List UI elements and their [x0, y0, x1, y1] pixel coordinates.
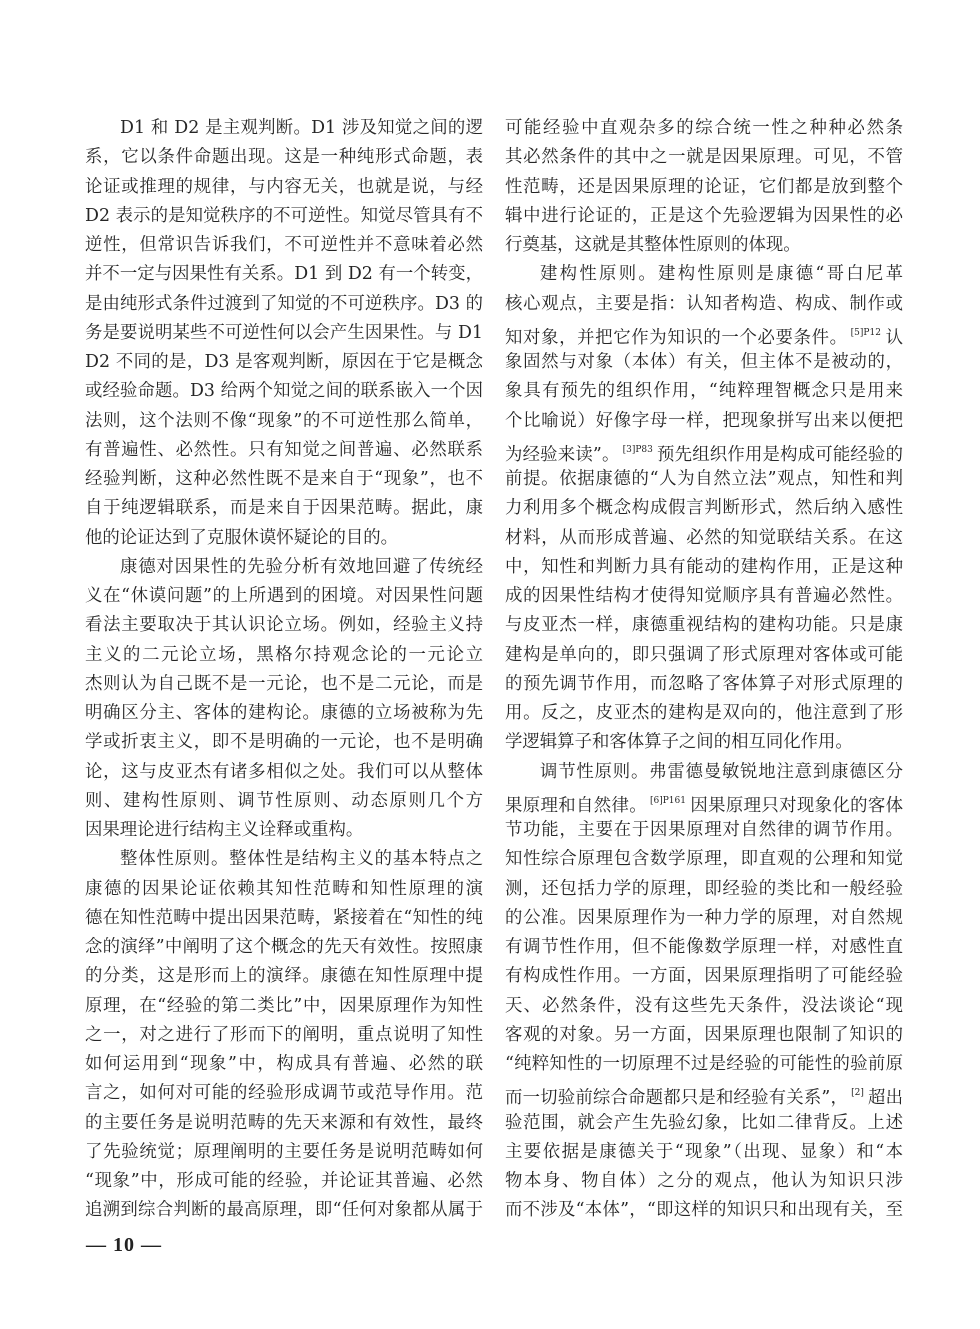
line-text: 学逻辑算子和客体算子之间的相互同化作用。: [505, 732, 853, 753]
text-line: [505, 699, 903, 728]
line-text: 辑中进行论证的，正是这个先验逻辑为因果性的必: [505, 205, 903, 226]
text-line: [505, 1109, 903, 1138]
line-text: 象具有预先的组织作用，“纯粹理智概念只是用来: [505, 381, 903, 402]
line-text: 知性综合原理包含数学原理，即直观的公理和知觉: [505, 849, 903, 870]
text-line: [505, 348, 903, 377]
line-text: 法则，这个法则不像“现象”的不可逆性那么简单，: [85, 410, 483, 431]
line-text: 前提。依据康德的“人为自然立法”观点，知性和判: [505, 469, 903, 489]
line-text: 康德的因果论证依赖其知性范畴和知性原理的演: [85, 878, 483, 899]
line-text: 物本身、物自体）之分的观点，他认为知识只涉: [505, 1171, 903, 1191]
text-line: [505, 202, 903, 231]
citation-reference: [3]P83: [622, 444, 653, 455]
citation-reference: [5]P12: [850, 327, 881, 338]
text-line: [85, 728, 483, 757]
text-line: [505, 1138, 903, 1167]
text-line: [85, 641, 483, 670]
line-text: 并不一定与因果性有关系。D1 到 D2 有一个转变，: [85, 264, 483, 285]
line-text: 则、建构性原则、调节性原则、动态原则几个方: [85, 790, 483, 811]
citation-reference: [2]: [851, 1088, 864, 1099]
text-line: [85, 1196, 483, 1225]
text-line: [85, 231, 483, 260]
line-text: 为经验来读”。: [505, 444, 620, 465]
text-line: [505, 1079, 903, 1108]
text-line: [505, 260, 903, 289]
line-text: 行奠基，这就是其整体性原则的体现。: [505, 235, 801, 255]
text-line: [85, 494, 483, 523]
line-text: 材料，从而形成普遍、必然的知觉联结关系。在这: [505, 527, 903, 548]
line-text: 超出: [867, 1088, 903, 1109]
line-text: 预先组织作用是构成可能经验的: [656, 444, 903, 465]
text-line: [505, 933, 903, 962]
line-text: 务是要说明某些不可逆性何以会产生因果性。与 D1: [85, 322, 483, 343]
text-line: [505, 143, 903, 172]
page-number: — 10 —: [86, 1234, 162, 1256]
text-line: [85, 875, 483, 904]
text-line: [505, 319, 903, 348]
line-text: 建构性原则。建构性原则是康德“哥白尼革: [540, 264, 903, 285]
text-line: [85, 962, 483, 991]
text-line: [85, 377, 483, 406]
line-text: 核心观点，主要是指：认知者构造、构成、制作或: [505, 293, 903, 314]
line-text: “纯粹知性的一切原理不过是经验的可能性的验前原: [505, 1054, 903, 1074]
line-text: 天、必然条件，没有这些先天条件，没法谈论“现: [505, 995, 903, 1016]
text-line: [505, 173, 903, 202]
line-text: 康德对因果性的先验分析有效地回避了传统经: [120, 556, 483, 577]
text-line: [505, 465, 903, 494]
line-text: 因果理论进行结构主义诠释或重构。: [85, 820, 364, 840]
line-text: D2 表示的是知觉秩序的不可逆性。知觉尽管具有不: [85, 205, 483, 226]
line-text: 整体性原则。整体性是结构主义的基本特点之: [120, 849, 483, 870]
text-line: [85, 348, 483, 377]
text-line: [505, 1021, 903, 1050]
text-line: [505, 816, 903, 845]
text-line: [85, 582, 483, 611]
line-text: 调节性原则。弗雷德曼敏锐地注意到康德区分: [540, 761, 903, 782]
line-text: 测，还包括力学的原理，即经验的类比和一般经验: [505, 878, 903, 899]
text-line: [505, 904, 903, 933]
line-text: 个比喻说）好像字母一样，把现象拼写出来以便把: [505, 410, 903, 431]
text-line: [505, 582, 903, 611]
text-line: [85, 845, 483, 874]
text-line: [505, 114, 903, 143]
line-text: 了先验统觉；原理阐明的主要任务是说明范畴如何: [85, 1141, 483, 1162]
line-text: 言之，如何对可能的经验形成调节或范导作用。范: [85, 1083, 483, 1104]
text-line: [505, 611, 903, 640]
line-text: “现象”中，形成可能的经验，并论证其普遍、必然: [85, 1171, 483, 1191]
line-text: 的主要任务是说明范畴的先天来源和有效性，最终: [85, 1112, 483, 1133]
line-text: 知对象，并把它作为知识的一个必要条件。: [505, 327, 848, 348]
text-line: [85, 260, 483, 289]
line-text: 论证或推理的规律，与内容无关，也就是说，与经: [85, 176, 483, 197]
line-text: 建构是单向的，即只强调了形式原理对客体或可能: [505, 644, 903, 665]
line-text: 成的因果性结构才使得知觉顺序具有普遍必然性。: [505, 586, 903, 606]
line-text: 主要依据是康德关于“现象”（出现、显象）和“本: [505, 1141, 903, 1162]
text-line: [85, 670, 483, 699]
line-text: 中，知性和判断力具有能动的建构作用，正是这种: [505, 556, 903, 577]
text-line: [505, 231, 903, 260]
line-text: 有普遍性、必然性。只有知觉之间普遍、必然联系: [85, 439, 483, 460]
text-line: [505, 992, 903, 1021]
line-text: 力利用多个概念构成假言判断形式，然后纳入感性: [505, 498, 903, 519]
text-line: [85, 816, 483, 845]
text-line: [505, 377, 903, 406]
text-line: [85, 1021, 483, 1050]
line-text: 或经验命题。D3 给两个知觉之间的联系嵌入一个因: [85, 381, 483, 402]
text-line: [85, 465, 483, 494]
text-line: [85, 407, 483, 436]
right-column: [505, 114, 903, 1226]
line-text: 而一切验前综合命题都只是和经验有关系”，: [505, 1088, 849, 1109]
text-line: [505, 290, 903, 319]
text-line: [85, 904, 483, 933]
text-line: [85, 611, 483, 640]
text-line: [85, 787, 483, 816]
text-line: [505, 436, 903, 465]
text-line: [505, 787, 903, 816]
text-line: [85, 758, 483, 787]
text-line: [85, 436, 483, 465]
text-line: [85, 553, 483, 582]
text-line: [85, 202, 483, 231]
text-line: [505, 1050, 903, 1079]
line-text: 其必然条件的其中之一就是因果原理。可见，不管: [505, 147, 903, 168]
text-line: [505, 875, 903, 904]
text-line: [85, 173, 483, 202]
text-line: [505, 407, 903, 436]
line-text: 念的演绎”中阐明了这个概念的先天有效性。按照康: [85, 937, 483, 957]
line-text: 而不涉及“本体”，“即这样的知识只和出现有关，至: [505, 1200, 903, 1221]
line-text: D1 和 D2 是主观判断。D1 涉及知觉之间的逻: [120, 118, 483, 138]
line-text: 论，这与皮亚杰有诸多相似之处。我们可以从整体: [85, 761, 483, 782]
line-text: 有构成性作用。一方面，因果原理指明了可能经验: [505, 966, 903, 987]
text-line: [505, 641, 903, 670]
line-text: 系，它以条件命题出现。这是一种纯形式命题，表: [85, 147, 483, 168]
line-text: 的分类，这是形而上的演绎。康德在知性原理中提: [85, 966, 483, 987]
line-text: 德在知性范畴中提出因果范畴，紧接着在“知性的纯: [85, 907, 483, 928]
text-line: [505, 1167, 903, 1196]
text-line: [505, 494, 903, 523]
text-line: [505, 670, 903, 699]
line-text: 因果原理只对现象化的客体: [689, 795, 903, 816]
text-line: [85, 699, 483, 728]
line-text: 如何运用到“现象”中，构成具有普遍、必然的联: [85, 1054, 483, 1074]
text-line: [85, 1138, 483, 1167]
line-text: 杰则认为自己既不是一元论，也不是二元论，而是: [85, 673, 483, 694]
line-text: 的预先调节作用，而忽略了客体算子对形式原理的: [505, 673, 903, 694]
left-column: [85, 114, 483, 1226]
line-text: 性范畴，还是因果原理的论证，它们都是放到整个: [505, 176, 903, 197]
line-text: 经验判断，这种必然性既不是来自于“现象”，也不: [85, 469, 483, 489]
text-line: [85, 1109, 483, 1138]
line-text: 原理，在“经验的第二类比”中，因果原理作为知性: [85, 995, 483, 1016]
line-text: 可能经验中直观杂多的综合统一性之种种必然条: [505, 118, 903, 138]
text-line: [85, 1050, 483, 1079]
line-text: 明确区分主、客体的建构论。康德的立场被称为先: [85, 703, 483, 723]
text-line: [85, 524, 483, 553]
text-line: [85, 290, 483, 319]
line-text: 义在“休谟问题”的上所遇到的困境。对因果性问题: [85, 586, 483, 606]
line-text: 有调节性作用，但不能像数学原理一样，对感性直: [505, 937, 903, 957]
text-line: [85, 992, 483, 1021]
text-line: [505, 553, 903, 582]
text-line: [505, 728, 903, 757]
text-line: [85, 933, 483, 962]
text-line: [85, 1167, 483, 1196]
text-line: [505, 962, 903, 991]
text-line: [85, 114, 483, 143]
line-text: 逆性，但常识告诉我们，不可逆性并不意味着必然: [85, 235, 483, 255]
line-text: 看法主要取决于其认识论立场。例如，经验主义持: [85, 615, 483, 636]
text-line: [85, 319, 483, 348]
line-text: 追溯到综合判断的最高原理，即“任何对象都从属于: [85, 1200, 483, 1221]
line-text: 的公准。因果原理作为一种力学的原理，对自然规: [505, 907, 903, 928]
text-line: [85, 1079, 483, 1108]
text-line: [505, 524, 903, 553]
line-text: 与皮亚杰一样，康德重视结构的建构功能。只是康: [505, 615, 903, 636]
line-text: 是由纯形式条件过渡到了知觉的不可逆秩序。D3 的: [85, 293, 483, 314]
line-text: 节功能，主要在于因果原理对自然律的调节作用。: [505, 820, 903, 840]
line-text: 自于纯逻辑联系，而是来自于因果范畴。据此，康: [85, 498, 483, 519]
line-text: D2 不同的是，D3 是客观判断，原因在于它是概念: [85, 352, 483, 372]
line-text: 验范围，就会产生先验幻象，比如二律背反。上述: [505, 1112, 903, 1133]
text-line: [505, 758, 903, 787]
line-text: 果原理和自然律。: [505, 795, 647, 816]
line-text: 客观的对象。另一方面，因果原理也限制了知识的: [505, 1024, 903, 1045]
citation-reference: [6]P161: [650, 795, 686, 806]
line-text: 他的论证达到了克服休谟怀疑论的目的。: [85, 527, 399, 548]
line-text: 主义的二元论立场，黑格尔持观念论的一元论立: [85, 644, 483, 665]
line-text: 之一，对之进行了形而下的阐明，重点说明了知性: [85, 1024, 483, 1045]
line-text: 学或折衷主义，即不是明确的一元论，也不是明确: [85, 732, 483, 753]
line-text: 认: [884, 327, 903, 348]
text-line: [85, 143, 483, 172]
text-line: [505, 1196, 903, 1225]
text-line: [505, 845, 903, 874]
line-text: 用。反之，皮亚杰的建构是双向的，他注意到了形: [505, 703, 903, 723]
line-text: 象固然与对象（本体）有关，但主体不是被动的，: [505, 352, 903, 372]
